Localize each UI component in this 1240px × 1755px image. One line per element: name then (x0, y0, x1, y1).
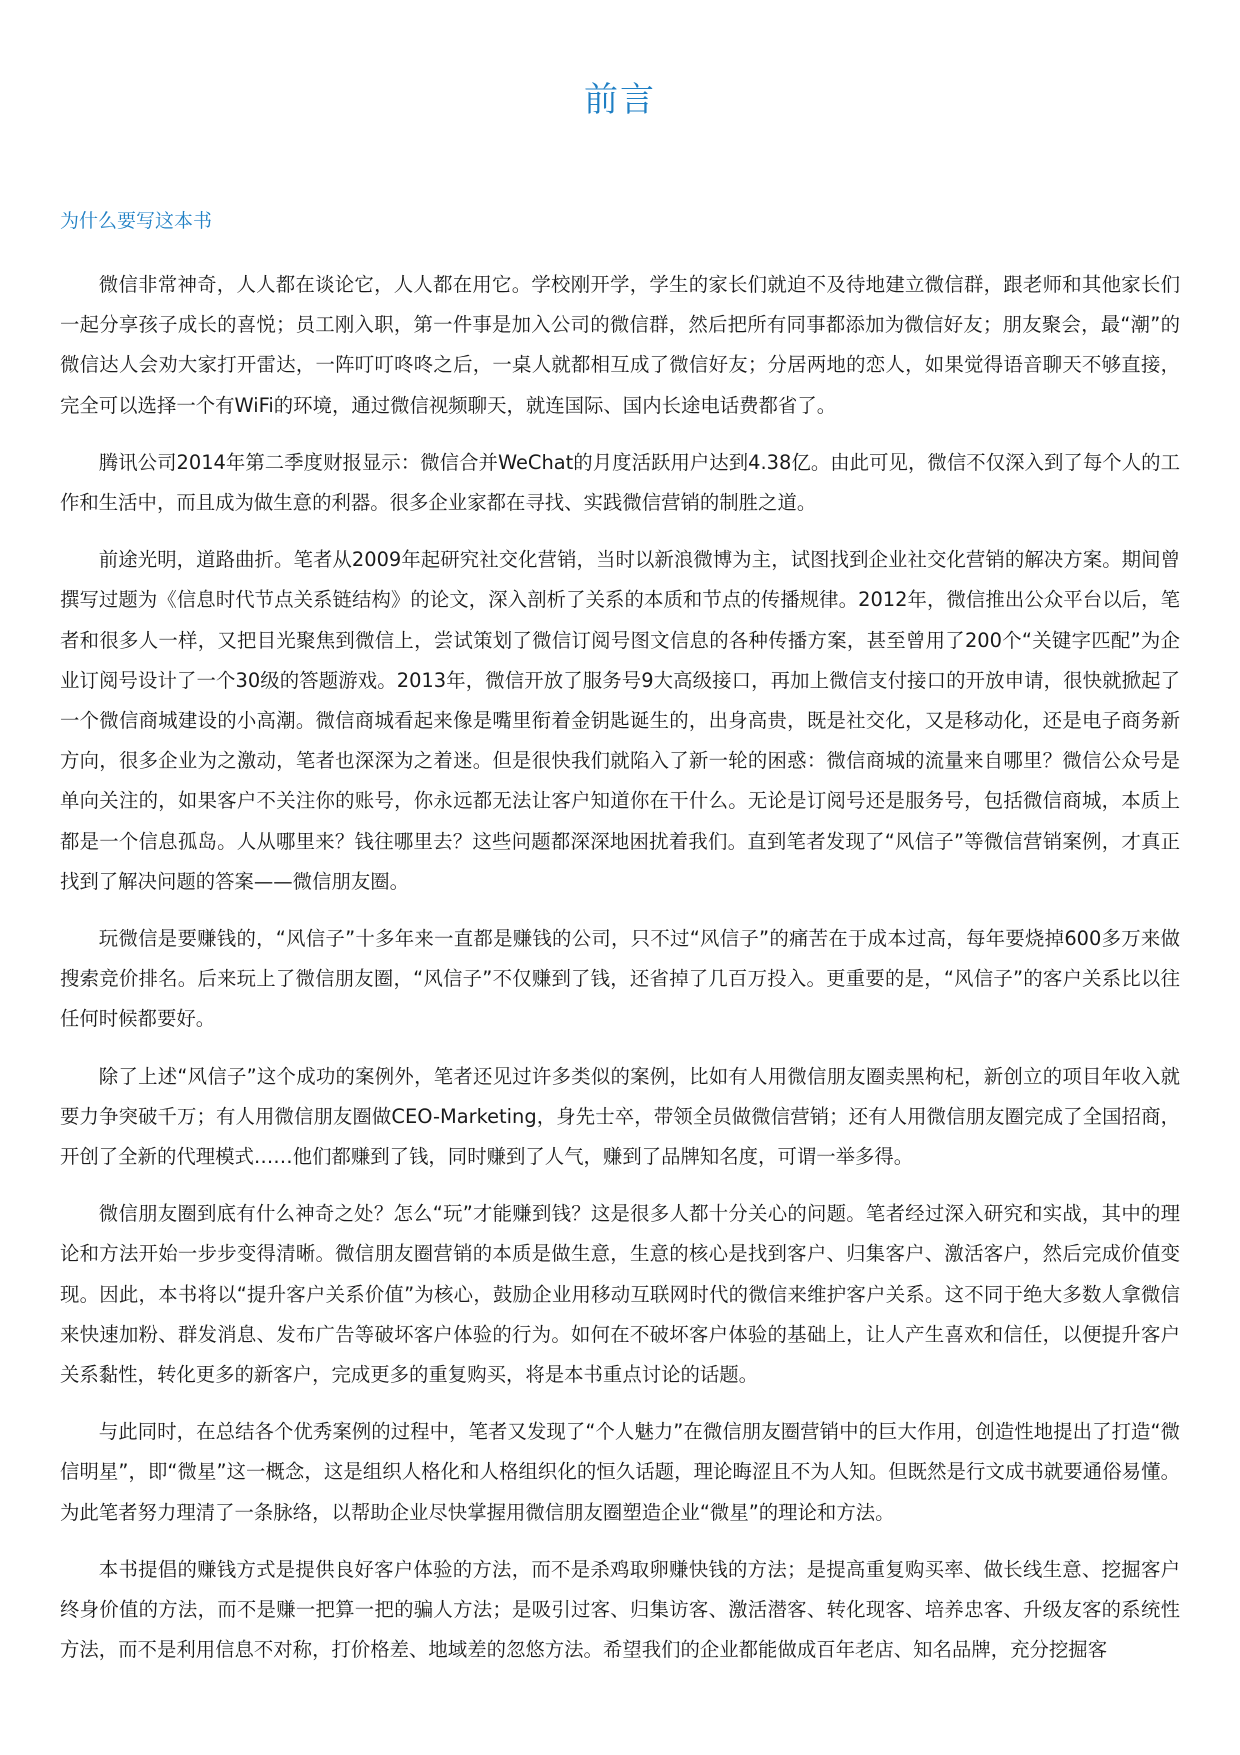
paragraph-6: 微信朋友圈到底有什么神奇之处？怎么“玩”才能赚到钱？这是很多人都十分关心的问题。笔者经过深入研究和实战，其中的理论和方法开始一步步变得清晰。微信朋友圈营销的本质是做生意，生意的核心是找到客户、归集客户、激活客户，然后完成价值变现。因此，本书将以“提升客户关系价值”为核心，鼓励企业用移动互联网时代的微信来维护客户关系。这不同于绝大多数人拿微信来快速加粉、群发消息、发布广告等破坏客户体验的行为。如何在不破坏客户体验的基础上，让人产生喜欢和信任，以便提升客户关系黏性，转化更多的新客户，完成更多的重复购买，将是本书重点讨论的话题。 (60, 1202, 1180, 1387)
paragraph-1: 微信非常神奇，人人都在谈论它，人人都在用它。学校刚开学，学生的家长们就迫不及待地建立微信群，跟老师和其他家长们一起分享孩子成长的喜悦；员工刚入职，第一件事是加入公司的微信群，然后把所有同事都添加为微信好友；朋友聚会，最“潮”的微信达人会劝大家打开雷达，一阵叮叮咚咚之后，一桌人就都相互成了微信好友；分居两地的恋人，如果觉得语音聊天不够直接，完全可以选择一个有WiFi的环境，通过微信视频聊天，就连国际、国内长途电话费都省了。 (60, 273, 1180, 417)
paragraph-4: 玩微信是要赚钱的，“风信子”十多年来一直都是赚钱的公司，只不过“风信子”的痛苦在于成本过高，每年要烧掉600多万来做搜索竞价排名。后来玩上了微信朋友圈，“风信子”不仅赚到了钱，还省掉了几百万投入。更重要的是，“风信子”的客户关系比以往任何时候都要好。 (60, 927, 1180, 1031)
paragraph-7: 与此同时，在总结各个优秀案例的过程中，笔者又发现了“个人魅力”在微信朋友圈营销中的巨大作用，创造性地提出了打造“微信明星”，即“微星”这一概念，这是组织人格化和人格组织化的恒久话题，理论晦涩且不为人知。但既然是行文成书就要通俗易懂。为此笔者努力理清了一条脉络，以帮助企业尽快掌握用微信朋友圈塑造企业“微星”的理论和方法。 (60, 1420, 1180, 1524)
body-text (60, 265, 1180, 1688)
section-heading: 为什么要写这本书 (60, 210, 213, 232)
paragraph-3: 前途光明，道路曲折。笔者从2009年起研究社交化营销，当时以新浪微博为主，试图找到企业社交化营销的解决方案。期间曾撰写过题为《信息时代节点关系链结构》的论文，深入剖析了关系的本质和节点的传播规律。2012年，微信推出公众平台以后，笔者和很多人一样，又把目光聚焦到微信上，尝试策划了微信订阅号图文信息的各种传播方案，甚至曾用了200个“关键字匹配”为企业订阅号设计了一个30级的答题游戏。2013年，微信开放了服务号9大高级接口，再加上微信支付接口的开放申请，很快就掀起了一个微信商城建设的小高潮。微信商城看起来像是嘴里衔着金钥匙诞生的，出身高贵，既是社交化，又是移动化，还是电子商务新方向，很多企业为之激动，笔者也深深为之着迷。但是很快我们就陷入了新一轮的困惑：微信商城的流量来自哪里？微信公众号是单向关注的，如果客户不关注你的账号，你永远都无法让客户知道你在干什么。无论是订阅号还是服务号，包括微信商城，本质上都是一个信息孤岛。人从哪里来？钱往哪里去？这些问题都深深地困扰着我们。直到笔者发现了“风信子”等微信营销案例，才真正找到了解决问题的答案——微信朋友圈。 (60, 548, 1180, 893)
paragraph-8: 本书提倡的赚钱方式是提供良好客户体验的方法，而不是杀鸡取卵赚快钱的方法；是提高重复购买率、做长线生意、挖掘客户终身价值的方法，而不是赚一把算一把的骗人方法；是吸引过客、归集访客、激活潜客、转化现客、培养忠客、升级友客的系统性方法，而不是利用信息不对称，打价格差、地域差的忽悠方法。希望我们的企业都能做成百年老店、知名品牌，充分挖掘客 (60, 1557, 1180, 1662)
page-title: 前言 (584, 80, 656, 120)
paragraph-2: 腾讯公司2014年第二季度财报显示：微信合并WeChat的月度活跃用户达到4.38亿。由此可见，微信不仅深入到了每个人的工作和生活中，而且成为做生意的利器。很多企业家都在寻找、实践微信营销的制胜之道。 (60, 450, 1180, 515)
paragraph-5: 除了上述“风信子”这个成功的案例外，笔者还见过许多类似的案例，比如有人用微信朋友圈卖黑枸杞，新创立的项目年收入就要力争突破千万；有人用微信朋友圈做CEO-Marketing，身先士卒，带领全员做微信营销；还有人用微信朋友圈完成了全国招商，开创了全新的代理模式……他们都赚到了钱，同时赚到了人气，赚到了品牌知名度，可谓一举多得。 (60, 1064, 1180, 1169)
